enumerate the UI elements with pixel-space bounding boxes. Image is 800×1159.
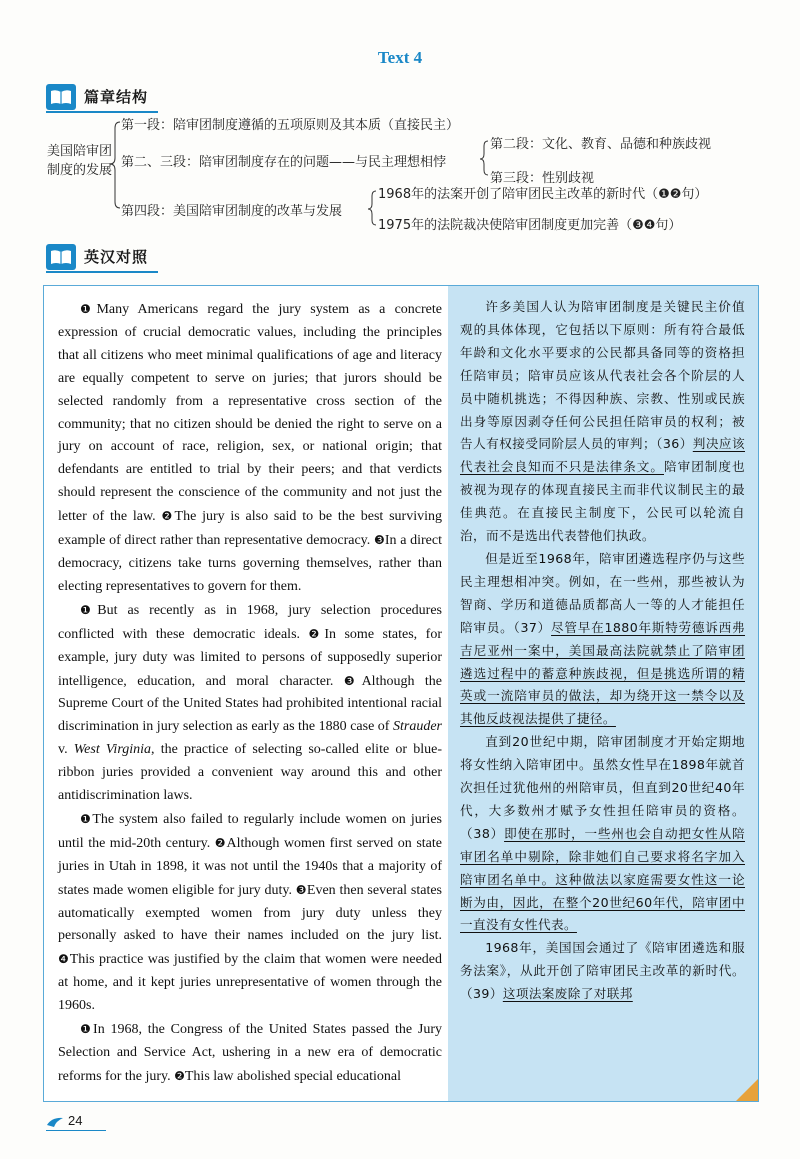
sentence-number: ❷ <box>214 835 227 850</box>
translation-text: 许多美国人认为陪审团制度是关键民主价值观的具体体现，它包括以下原则：所有符合最低年龄和文化水平要求的公民都具备同等的资格担任陪审员；陪审员应该从代表社会各个阶层的人员中随机挑选；不得因种族、宗教、性别或民族出身等原因剥夺任何公民担任陪审员的权利；被告人有权接受同阶层人员的审判；（36） <box>460 299 745 452</box>
english-paragraph-1 <box>58 298 442 599</box>
sentence: The system also failed to regularly include women on juries until the mid-20th century. <box>58 811 442 851</box>
sentence: , the practice of selecting so-called elite or blue-ribbon juries provided a convenient way around this and other antidiscrimination laws. <box>58 742 442 804</box>
structure-outline <box>47 112 767 242</box>
sentence-number: ❷ <box>308 626 325 641</box>
underlined-translation: 这项法案废除了对联邦 <box>502 986 633 1002</box>
chinese-text <box>460 296 745 1006</box>
translation-text: 1968年，美国国会通过了《陪审团遴选和服务法案》，从此开创了陪审团民主改革的新时代。（39） <box>460 940 745 1002</box>
chinese-paragraph-1 <box>460 296 745 548</box>
outline-para4b: 1975年的法院裁决使陪审团制度更加完善（❸❹句） <box>378 218 682 233</box>
outline-para2: 第二段：文化、教育、品德和种族歧视 <box>490 137 712 152</box>
divider <box>46 271 158 273</box>
page-marker-icon <box>46 1115 64 1129</box>
chinese-paragraph-4 <box>460 937 745 1006</box>
sentence: This law abolished special educational <box>184 1068 402 1084</box>
sentence-number: ❶ <box>80 811 93 826</box>
sentence: Many Americans regard the jury system as a concrete expression of crucial democratic values, including the principles that all citizens who meet minimal qualifications of age and literacy are equally competent to serve on juries; that jurors should be selected randomly from a representative cross section of the community; that no citizen should be denied the right to serve on a jury on account of race, religion, sex, or national origin; that defendants are entitled to trial by their peers; and that verdicts should represent the conscience of the community and not just the letter of the law. <box>58 302 442 525</box>
underlined-translation: 尽管早在1880年斯特劳德诉西弗吉尼亚州一案中，美国最高法院就禁止了陪审团遴选过程中的蓄意种族歧视，但是挑选所谓的精英或一流陪审员的做法，却为绕开这一禁令以及其他反歧视法提供了捷径。 <box>460 619 745 727</box>
sentence-number: ❶ <box>80 602 98 617</box>
english-paragraph-2 <box>58 599 442 808</box>
sentence: In 1968, the Congress of the United States passed the Jury Selection and Service Act, ushering in a new era of democratic reforms for the jury. <box>58 1022 442 1084</box>
sentence-number: ❸ <box>343 673 362 688</box>
text-title: Text 4 <box>377 48 423 67</box>
section-label: 英汉对照 <box>84 248 149 266</box>
sentence-number: ❷ <box>161 509 175 524</box>
book-icon <box>46 244 76 270</box>
outline-topic: 美国陪审团制度的发展 <box>47 144 113 178</box>
underlined-translation: 判决应该代表社会良知而不只是法律条文。 <box>460 436 745 475</box>
translation-text: 但是近至1968年，陪审团遴选程序仍与这些民主理想相冲突。例如，在一些州，那些被认为智商、学历和道德品质都高人一等的人才能担任陪审员。（37） <box>460 550 745 635</box>
outline-para23: 第二、三段：陪审团制度存在的问题——与民主理想相悖 <box>121 155 447 170</box>
divider <box>46 1130 106 1131</box>
sentence: In some states, for example, jury duty was limited to persons of supposedly superior intelligence, education, and moral character. <box>58 626 442 689</box>
chinese-paragraph-3 <box>460 731 745 937</box>
outline-para1: 第一段：陪审团制度遵循的五项原则及其本质（直接民主） <box>121 118 460 133</box>
sentence-number: ❷ <box>174 1068 185 1083</box>
sentence: But as recently as in 1968, jury selection procedures conflicted with these democratic ideals. <box>58 602 443 642</box>
chinese-paragraph-2 <box>460 548 745 731</box>
sentence-number: ❶ <box>80 1022 94 1037</box>
underlined-translation: 即使在那时，一些州也会自动把女性从陪审团名单中剔除，除非她们自己要求将名字加入陪审团名单中。这种做法以家庭需要女性这一论断为由，因此，在整个20世纪60年代，陪审团中一直没有女性代表。 <box>460 825 745 933</box>
translation-text: 陪审团制度也被视为现存的体现直接民主而非代议制民主的最佳典范。在直接民主制度下，公民可以轮流自治，而不是选出代表替他们执政。 <box>460 459 745 544</box>
bilingual-panel <box>43 285 759 1102</box>
page-footer <box>46 1112 106 1132</box>
sentence: In a direct democracy, citizens take turns governing themselves, rather than electing representatives to govern for them. <box>58 533 442 594</box>
sentence: Although the Supreme Court of the United States had prohibited intentional racial discrimination in jury selection as early as the 1880 case of <box>58 673 443 735</box>
outline-para4: 第四段：美国陪审团制度的改革与发展 <box>121 204 343 219</box>
sentence-number: ❸ <box>373 533 385 548</box>
sentence: This practice was justified by the claim that women were needed at home, and it kept juries unrepresentative of women through the 1960s. <box>58 952 442 1014</box>
english-paragraph-4 <box>58 1018 442 1089</box>
english-text <box>58 298 442 1089</box>
chinese-column <box>448 286 758 1101</box>
sentence: Even then several states automatically exempted women from jury duty unless they personally asked to have their names included on the jury list. <box>58 882 442 944</box>
sentence-number: ❸ <box>295 882 307 897</box>
book-icon <box>46 84 76 110</box>
case-name: West Virginia <box>73 742 152 758</box>
page-number: 24 <box>68 1113 83 1128</box>
outline-para4a: 1968年的法案开创了陪审团民主改革的新时代（❶❷句） <box>378 187 708 202</box>
case-name: Strauder <box>393 719 442 735</box>
section-label: 篇章结构 <box>84 88 149 106</box>
sentence-number: ❶ <box>80 302 97 316</box>
sentence-number: ❹ <box>58 952 70 967</box>
outline-para3: 第三段：性别歧视 <box>490 171 595 186</box>
sentence: v. <box>58 742 74 758</box>
translation-text: 直到20世纪中期，陪审团制度才开始定期地将女性纳入陪审团中。虽然女性早在1898年就首次担任过犹他州的州陪审员，但直到20世纪40年代，大多数州才赋予女性担任陪审员的资格。（38） <box>460 734 745 841</box>
sentence: Although women first served on state juries in Utah in 1898, it was not until the 1940s that a majority of states made women eligible for jury duty. <box>58 835 442 898</box>
sentence: The jury is also said to be the best surviving example of direct rather than representative democracy. <box>58 509 442 549</box>
english-paragraph-3 <box>58 808 442 1018</box>
page-fold-corner <box>736 1079 758 1101</box>
